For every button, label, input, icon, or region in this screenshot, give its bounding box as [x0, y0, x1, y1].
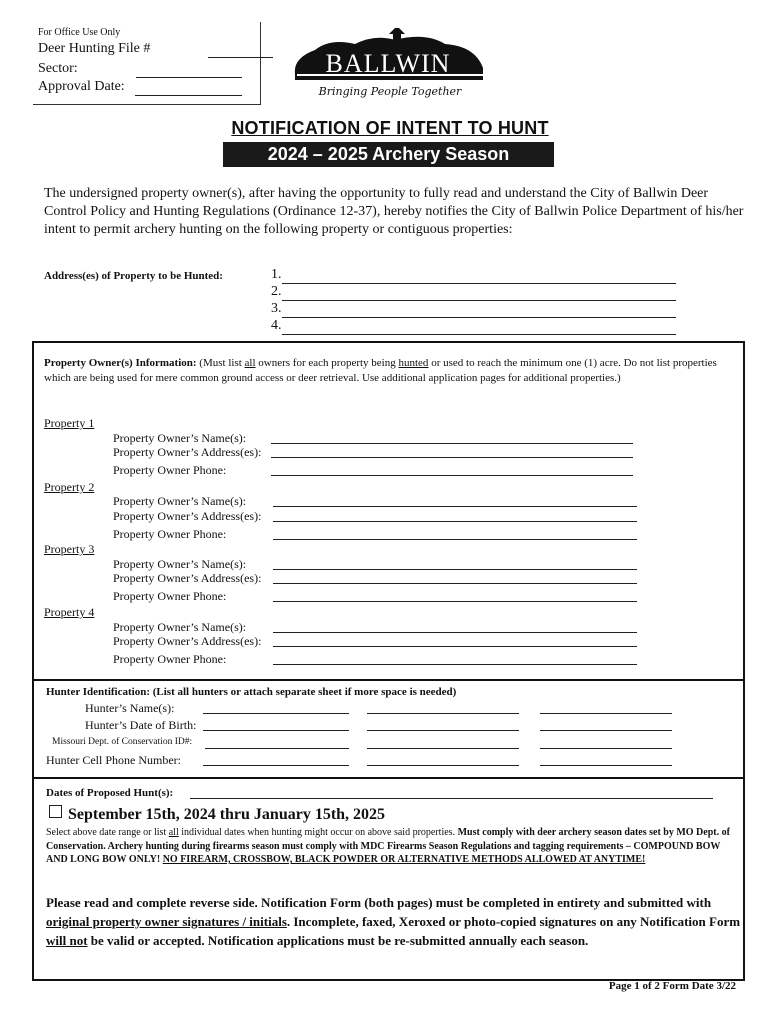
address-line-3[interactable]: [282, 317, 676, 318]
address-line-2[interactable]: [282, 300, 676, 301]
address-line-3-number: 3.: [271, 301, 282, 316]
divider-hunter: [32, 679, 745, 681]
property-3-label: Property 3: [44, 542, 95, 556]
property-3-address-field[interactable]: [273, 583, 637, 584]
property-1-label: Property 1: [44, 416, 95, 430]
hunter-mdc-field-3[interactable]: [540, 748, 672, 749]
property-4-phone-label: Property Owner Phone:: [113, 652, 227, 666]
property-3-name-label: Property Owner’s Name(s):: [113, 557, 247, 571]
deer-file-label: Deer Hunting File #: [38, 41, 151, 56]
sector-label: Sector:: [38, 61, 78, 76]
ballwin-logo-icon: [285, 28, 490, 100]
hunter-cell-label: Hunter Cell Phone Number:: [46, 753, 181, 767]
page-footer: Page 1 of 2 Form Date 3/22: [608, 980, 736, 992]
property-1-address-field[interactable]: [271, 457, 633, 458]
property-3-name-field[interactable]: [273, 569, 637, 570]
property-1-phone-field[interactable]: [271, 475, 633, 476]
property-1-name-field[interactable]: [271, 443, 633, 444]
property-2-name-label: Property Owner’s Name(s):: [113, 494, 247, 508]
property-3-address-label: Property Owner’s Address(es):: [113, 571, 262, 585]
property-4-address-field[interactable]: [273, 646, 637, 647]
hunter-cell-field-1[interactable]: [203, 765, 349, 766]
hunter-name-field-1[interactable]: [203, 713, 349, 714]
hunter-dob-field-2[interactable]: [367, 730, 519, 731]
hunter-cell-field-3[interactable]: [540, 765, 672, 766]
office-use-box: [33, 22, 261, 105]
property-3-phone-field[interactable]: [273, 601, 637, 602]
season-banner: 2024 – 2025 Archery Season: [223, 142, 554, 167]
submission-notice: Please read and complete reverse side. Notification Form (both pages) must be completed in entirety and submitted with original property owner signatures / initials. Incomplete, faxed, Xeroxed or photo-copied signatures on any Notification Form will not be valid or accepted. Notification applications must be re-submitted annually each season.: [46, 895, 741, 948]
date-range-text: September 15th, 2024 thru January 15th, 2025: [68, 806, 386, 823]
property-4-name-field[interactable]: [273, 632, 637, 633]
office-use-label: For Office Use Only: [38, 27, 121, 38]
address-line-2-number: 2.: [271, 284, 282, 299]
property-1-name-label: Property Owner’s Name(s):: [113, 431, 247, 445]
property-2-label: Property 2: [44, 480, 95, 494]
address-line-4[interactable]: [282, 334, 676, 335]
deer-file-blank[interactable]: [208, 57, 273, 58]
property-1-address-label: Property Owner’s Address(es):: [113, 445, 262, 459]
property-2-address-field[interactable]: [273, 521, 637, 522]
hunter-name-field-2[interactable]: [367, 713, 519, 714]
logo-name: BALLWIN: [325, 49, 451, 78]
owner-info-heading: Property Owner(s) Information:: [44, 357, 197, 369]
property-4-name-label: Property Owner’s Name(s):: [113, 620, 247, 634]
divider-dates: [32, 777, 745, 779]
dates-field[interactable]: [190, 798, 713, 799]
sector-blank[interactable]: [136, 77, 242, 78]
approval-date-blank[interactable]: [135, 95, 242, 96]
property-4-phone-field[interactable]: [273, 664, 637, 665]
property-2-address-label: Property Owner’s Address(es):: [113, 509, 262, 523]
intro-paragraph: The undersigned property owner(s), after having the opportunity to fully read and understand the City of Ballwin Deer Control Policy and Hunting Regulations (Ordinance 12-37), hereby notifies the City of Ballwin Police Department of his/her intent to permit archery hunting on the following property or contiguous properties:: [44, 186, 744, 237]
date-instructions: Select above date range or list all individual dates when hunting might occur on above said properties. Must comply with deer archery season dates set by MO Dept. of Conservation. Archery hunting during firearms season must comply with MDC Firearms Season Regulations and tagging requirements – COMPOUND BOW AND LONG BOW ONLY! NO FIREARM, CROSSBOW, BLACK POWDER OR ALTERNATIVE METHODS ALLOWED AT ANYTIME!: [46, 827, 730, 865]
dates-label: Dates of Proposed Hunt(s):: [46, 787, 174, 799]
date-range-checkbox[interactable]: [49, 805, 62, 818]
address-line-1[interactable]: [282, 283, 676, 284]
address-line-1-number: 1.: [271, 267, 282, 282]
hunter-mdc-label: Missouri Dept. of Conservation ID#:: [52, 737, 193, 747]
hunter-dob-field-3[interactable]: [540, 730, 672, 731]
logo-tagline: Bringing People Together: [318, 85, 462, 98]
property-4-label: Property 4: [44, 605, 95, 619]
property-4-address-label: Property Owner’s Address(es):: [113, 634, 262, 648]
address-label: Address(es) of Property to be Hunted:: [44, 270, 223, 282]
property-2-phone-label: Property Owner Phone:: [113, 527, 227, 541]
owner-info-paragraph: Property Owner(s) Information: (Must list all owners for each property being hunted or used to reach the minimum one (1) acre. Do not list properties which are being used for mere common ground access or deer retrieval. Use additional application pages for additional properties.): [44, 357, 717, 384]
hunter-name-field-3[interactable]: [540, 713, 672, 714]
address-line-4-number: 4.: [271, 318, 282, 333]
hunter-mdc-field-1[interactable]: [205, 748, 349, 749]
approval-date-label: Approval Date:: [38, 79, 125, 94]
page-title: NOTIFICATION OF INTENT TO HUNT: [231, 118, 549, 138]
hunter-dob-field-1[interactable]: [203, 730, 349, 731]
property-2-phone-field[interactable]: [273, 539, 637, 540]
property-2-name-field[interactable]: [273, 506, 637, 507]
hunter-name-label: Hunter’s Name(s):: [85, 701, 175, 715]
property-3-phone-label: Property Owner Phone:: [113, 589, 227, 603]
hunter-cell-field-2[interactable]: [367, 765, 519, 766]
ballwin-logo: [285, 28, 490, 100]
property-1-phone-label: Property Owner Phone:: [113, 463, 227, 477]
hunter-mdc-field-2[interactable]: [367, 748, 519, 749]
hunter-section-title: Hunter Identification: (List all hunters or attach separate sheet if more space is needed): [46, 686, 457, 698]
hunter-dob-label: Hunter’s Date of Birth:: [85, 718, 197, 732]
